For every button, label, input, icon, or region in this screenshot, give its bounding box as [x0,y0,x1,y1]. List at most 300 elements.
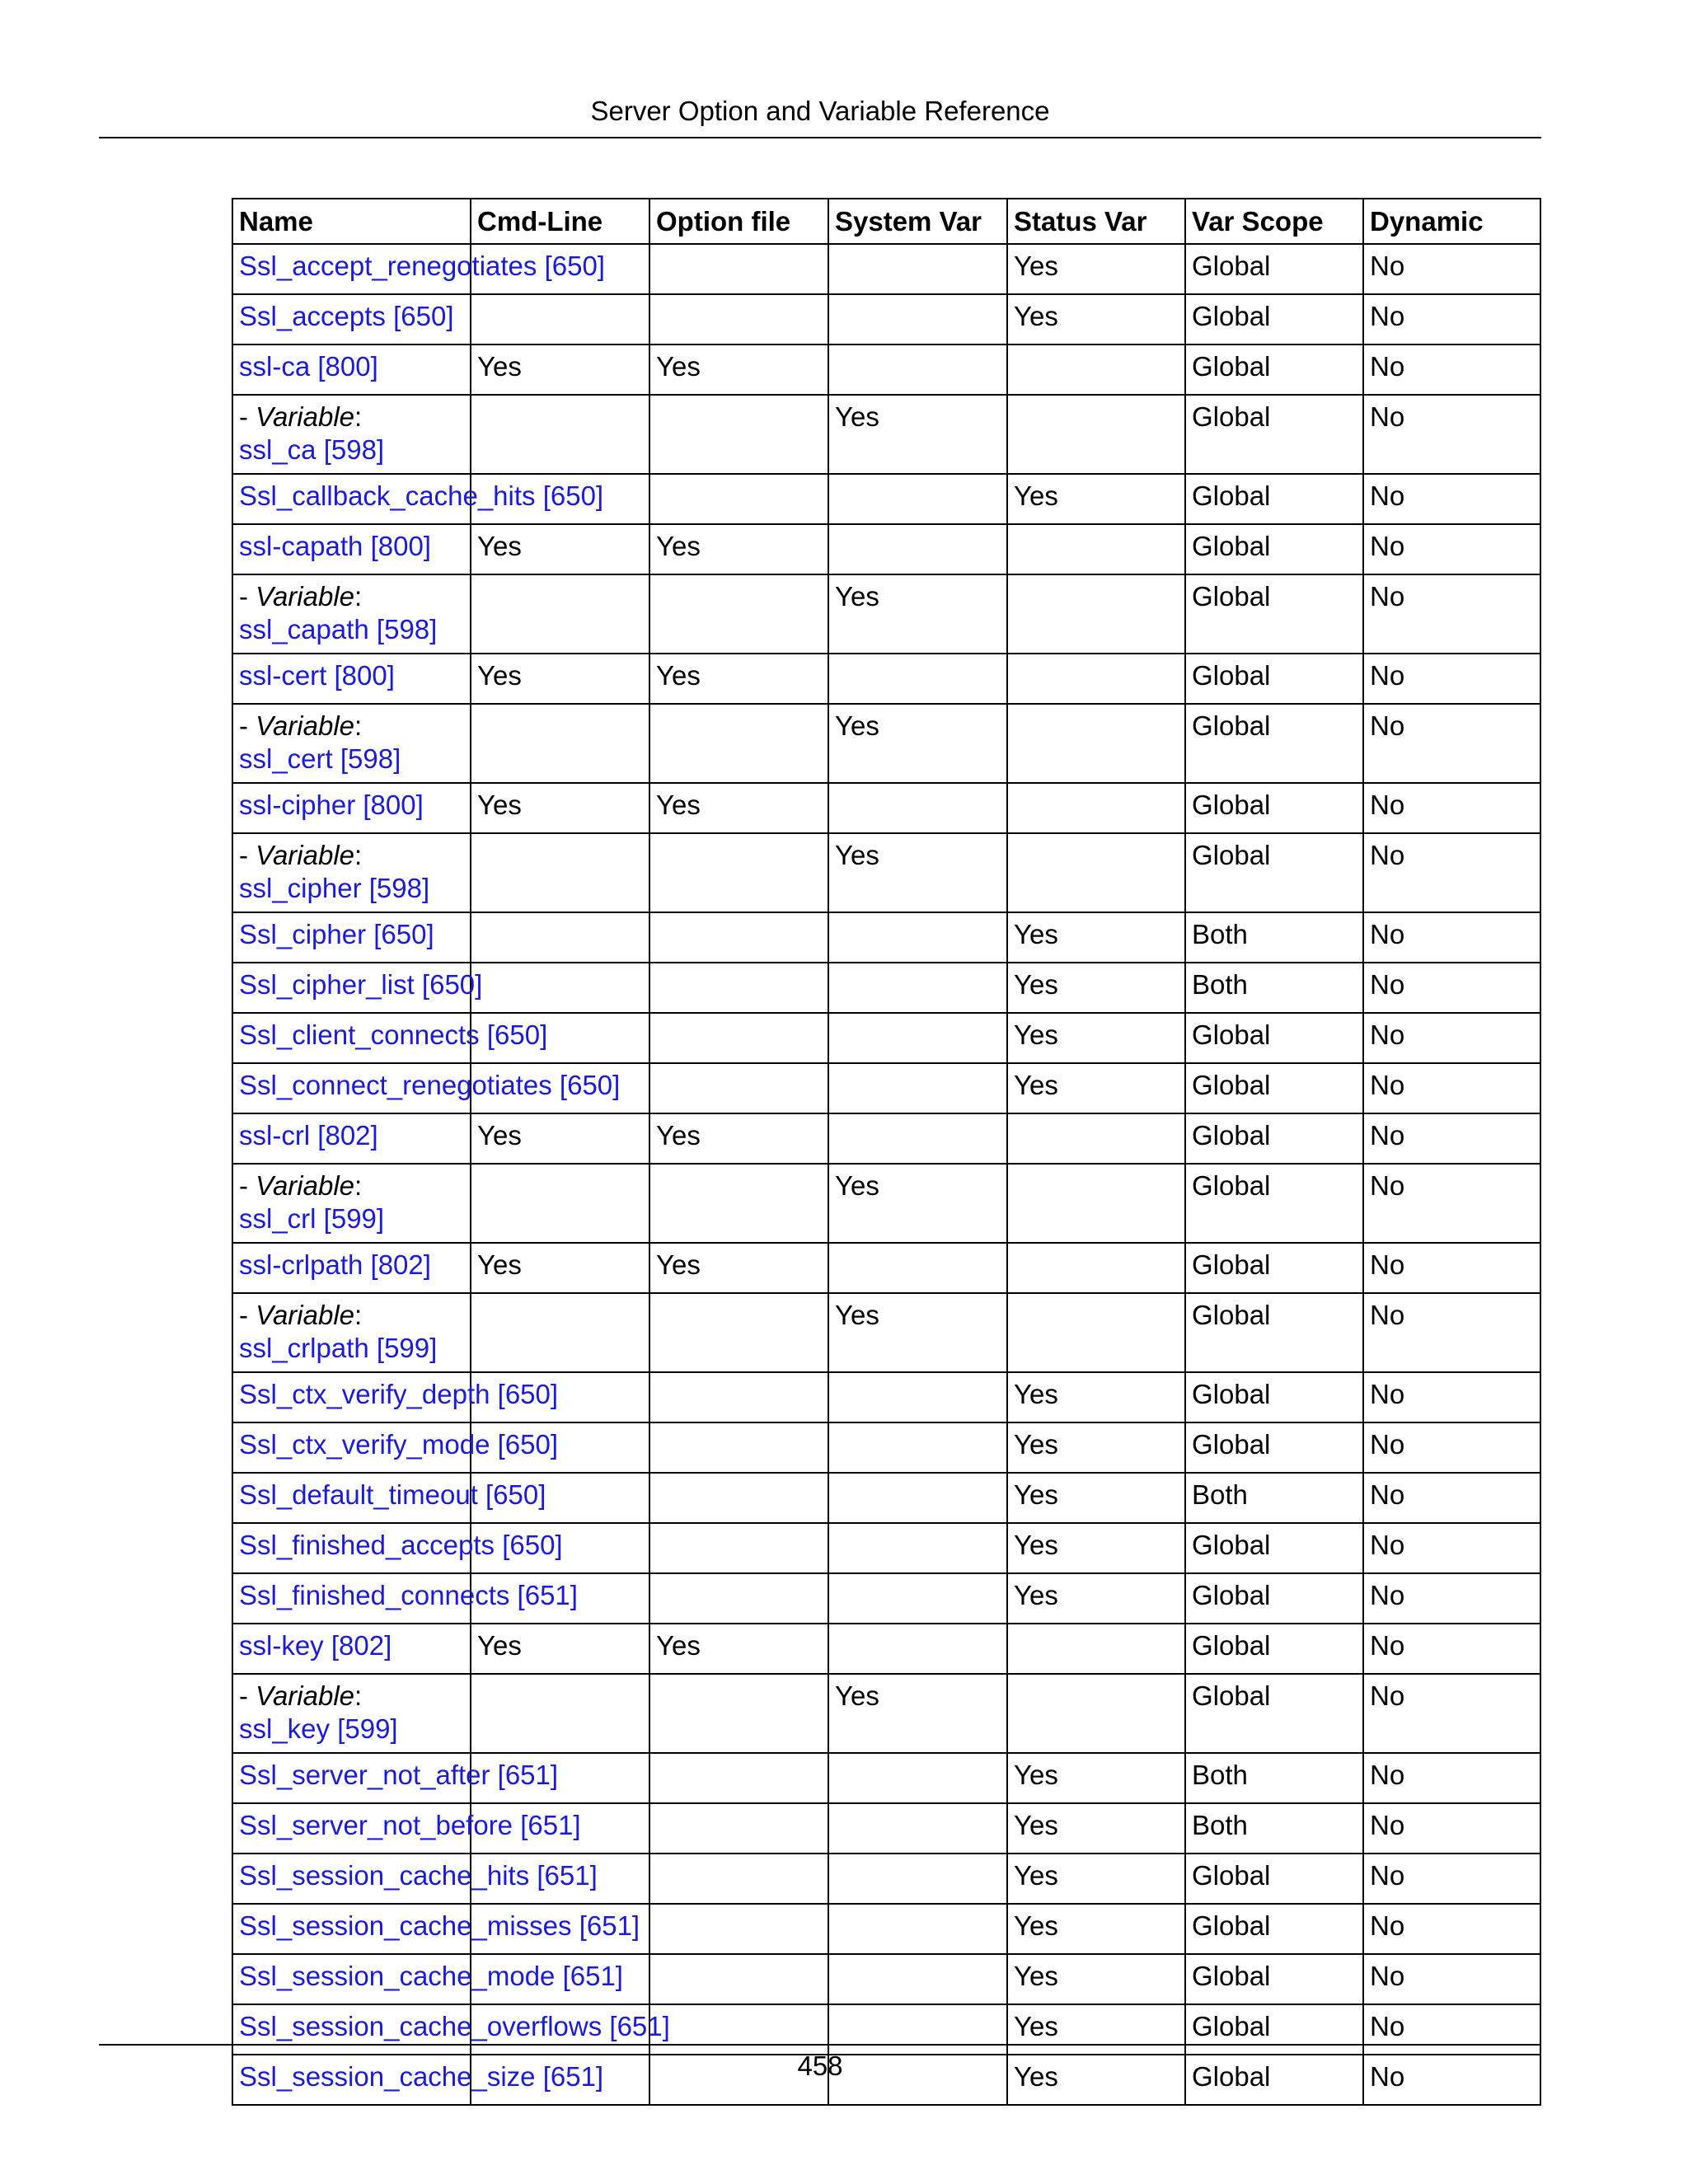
variable-suffix: : [354,1300,363,1330]
option-file-cell: Yes [649,783,828,833]
dynamic-cell: No [1363,1854,1540,1904]
option-link[interactable]: ssl-capath [800] [239,531,431,561]
cmd-line-cell [471,1164,649,1243]
variable-label: Variable [256,840,355,870]
table-row [232,1674,1540,1753]
running-header: Server Option and Variable Reference [590,96,1050,126]
name-cell [232,1674,471,1753]
dynamic-cell: No [1363,2055,1540,2105]
dynamic-cell: No [1363,1113,1540,1164]
option-file-cell [649,1523,828,1573]
name-cell [232,1523,563,1573]
option-variable-table [232,198,1541,2106]
var-scope-cell: Global [1185,2055,1363,2105]
variable-suffix: : [354,401,363,432]
name-cell [232,1473,546,1523]
dynamic-cell: No [1363,1954,1540,2004]
option-file-cell [649,1422,828,1473]
status-var-cell [1007,1624,1185,1674]
option-file-cell: Yes [649,524,828,574]
dynamic-cell: No [1363,1753,1540,1803]
cmd-line-cell: Yes [471,783,649,833]
option-file-cell: Yes [649,344,828,395]
option-link[interactable]: Ssl_ctx_verify_depth [650] [239,1379,559,1409]
option-link[interactable]: ssl-crlpath [802] [239,1249,431,1280]
variable-prefix: - [239,840,256,870]
name-cell [232,1422,559,1473]
system-var-cell [828,524,1007,574]
option-file-cell [649,1954,828,2004]
table-row [232,1243,1540,1293]
dynamic-cell: No [1363,294,1540,344]
option-file-cell [649,1854,828,1904]
system-var-cell [828,1113,1007,1164]
dynamic-cell: No [1363,1063,1540,1113]
variable-suffix: : [354,581,363,612]
table-row [232,1753,1540,1803]
system-var-cell: Yes [828,1674,1007,1753]
dynamic-cell: No [1363,704,1540,783]
option-link[interactable]: Ssl_session_cache_size [651] [239,2061,604,2092]
name-cell [232,1854,598,1904]
table-row [232,1422,1540,1473]
option-file-cell [649,1013,828,1063]
var-scope-cell: Global [1185,833,1363,912]
name-cell [232,1753,559,1803]
table-row [232,1904,1540,1954]
system-var-cell [828,1753,1007,1803]
table-row [232,783,1540,833]
var-scope-cell: Global [1185,1243,1363,1293]
option-link[interactable]: ssl-crl [802] [239,1120,378,1151]
option-link[interactable]: Ssl_cipher_list [650] [239,969,483,1000]
status-var-cell [1007,574,1185,654]
option-file-cell [649,474,828,524]
variable-prefix: - [239,710,256,741]
variable-label-line [239,839,470,872]
name-cell [232,474,604,524]
table-row [232,912,1540,963]
dynamic-cell: No [1363,1013,1540,1063]
table-row [232,294,1540,344]
option-link[interactable]: ssl-cert [800] [239,660,395,691]
option-file-cell [649,1473,828,1523]
cmd-line-cell: Yes [471,1243,649,1293]
status-var-cell: Yes [1007,1422,1185,1473]
variable-prefix: - [239,1680,256,1711]
option-link[interactable]: ssl-key [802] [239,1630,392,1661]
var-scope-cell: Global [1185,1063,1363,1113]
var-scope-cell: Global [1185,783,1363,833]
status-var-cell: Yes [1007,474,1185,524]
table-row [232,1854,1540,1904]
variable-label: Variable [256,1680,355,1711]
system-var-cell [828,1523,1007,1573]
system-var-cell [828,244,1007,294]
var-scope-cell: Global [1185,654,1363,704]
system-var-cell [828,1013,1007,1063]
cmd-line-cell [471,1674,649,1753]
dynamic-cell: No [1363,1674,1540,1753]
name-cell [232,1063,621,1113]
option-link[interactable]: ssl_ca [598] [239,434,385,465]
var-scope-cell: Global [1185,294,1363,344]
dynamic-cell: No [1363,1243,1540,1293]
status-var-cell [1007,524,1185,574]
option-file-cell [649,1803,828,1854]
option-file-cell [649,963,828,1013]
cmd-line-cell [471,704,649,783]
column-header-status-var: Status Var [1007,199,1185,244]
status-var-cell [1007,704,1185,783]
system-var-cell [828,1624,1007,1674]
var-scope-cell: Global [1185,395,1363,474]
var-scope-cell: Global [1185,1954,1363,2004]
option-link[interactable]: Ssl_finished_accepts [650] [239,1530,563,1560]
name-cell [232,574,471,654]
table-row [232,1063,1540,1113]
var-scope-cell: Both [1185,963,1363,1013]
dynamic-cell: No [1363,654,1540,704]
option-file-cell [649,244,828,294]
dynamic-cell: No [1363,1164,1540,1243]
option-link[interactable]: Ssl_session_cache_mode [651] [239,1961,623,1991]
dynamic-cell: No [1363,344,1540,395]
name-cell [232,395,471,474]
table-row [232,1803,1540,1854]
page-number: 458 [797,2050,843,2081]
var-scope-cell: Global [1185,704,1363,783]
variable-prefix: - [239,1170,256,1201]
table-row [232,1113,1540,1164]
table-row [232,704,1540,783]
variable-prefix: - [239,401,256,432]
variable-label-line [239,1299,470,1332]
table-row [232,1293,1540,1372]
status-var-cell: Yes [1007,1854,1185,1904]
system-var-cell [828,344,1007,395]
variable-suffix: : [354,840,363,870]
status-var-cell: Yes [1007,912,1185,963]
status-var-cell [1007,1164,1185,1243]
var-scope-cell: Global [1185,524,1363,574]
var-scope-cell: Global [1185,474,1363,524]
footer-rule [99,2044,1541,2046]
cmd-line-cell: Yes [471,1624,649,1674]
column-header-dynamic: Dynamic [1363,199,1540,244]
system-var-cell [828,294,1007,344]
status-var-cell [1007,1674,1185,1753]
dynamic-cell: No [1363,1372,1540,1422]
name-cell [232,1573,578,1624]
status-var-cell: Yes [1007,1063,1185,1113]
option-link[interactable]: Ssl_default_timeout [650] [239,1479,546,1510]
var-scope-cell: Global [1185,574,1363,654]
dynamic-cell: No [1363,1904,1540,1954]
header-rule [99,137,1541,138]
option-link[interactable]: ssl_capath [598] [239,614,438,644]
cmd-line-cell [471,912,649,963]
option-link[interactable]: Ssl_session_cache_overflows [651] [239,2011,670,2041]
option-link[interactable]: Ssl_session_cache_hits [651] [239,1860,598,1891]
status-var-cell: Yes [1007,294,1185,344]
system-var-cell: Yes [828,1293,1007,1372]
var-scope-cell: Both [1185,1753,1363,1803]
option-link[interactable]: Ssl_finished_connects [651] [239,1580,578,1610]
variable-label-line [239,710,470,743]
variable-label: Variable [256,401,355,432]
status-var-cell: Yes [1007,1753,1185,1803]
option-file-cell [649,1573,828,1624]
column-header-option-file: Option file [649,199,828,244]
system-var-cell [828,1422,1007,1473]
system-var-cell [828,1063,1007,1113]
system-var-cell [828,1573,1007,1624]
column-header-cmd-line: Cmd-Line [471,199,649,244]
table-row [232,833,1540,912]
column-header-var-scope: Var Scope [1185,199,1363,244]
dynamic-cell: No [1363,1293,1540,1372]
name-cell [232,1954,623,2004]
option-file-cell [649,1164,828,1243]
option-file-cell: Yes [649,1624,828,1674]
name-cell [232,2004,670,2055]
option-link[interactable]: Ssl_cipher [650] [239,919,434,949]
option-link[interactable]: Ssl_client_connects [650] [239,1019,548,1050]
dynamic-cell: No [1363,1573,1540,1624]
status-var-cell: Yes [1007,1523,1185,1573]
name-cell [232,1113,471,1164]
name-cell [232,833,471,912]
name-cell [232,963,483,1013]
dynamic-cell: No [1363,833,1540,912]
cmd-line-cell: Yes [471,1113,649,1164]
name-cell [232,1624,471,1674]
status-var-cell [1007,654,1185,704]
cmd-line-cell [471,963,649,1013]
option-file-cell [649,1674,828,1753]
option-link[interactable]: Ssl_accepts [650] [239,301,454,331]
var-scope-cell: Global [1185,1573,1363,1624]
system-var-cell [828,1372,1007,1422]
var-scope-cell: Global [1185,244,1363,294]
name-cell [232,1904,640,1954]
option-file-cell [649,294,828,344]
status-var-cell [1007,395,1185,474]
option-file-cell [649,2004,828,2055]
name-cell [232,783,471,833]
option-link[interactable]: Ssl_session_cache_misses [651] [239,1910,640,1941]
system-var-cell [828,783,1007,833]
var-scope-cell: Global [1185,344,1363,395]
var-scope-cell: Global [1185,1113,1363,1164]
option-file-cell: Yes [649,654,828,704]
var-scope-cell: Global [1185,1523,1363,1573]
option-link[interactable]: Ssl_connect_renegotiates [650] [239,1070,621,1100]
status-var-cell: Yes [1007,2055,1185,2105]
status-var-cell [1007,1293,1185,1372]
name-cell [232,524,471,574]
var-scope-cell: Global [1185,1422,1363,1473]
status-var-cell: Yes [1007,1803,1185,1854]
system-var-cell: Yes [828,395,1007,474]
dynamic-cell: No [1363,963,1540,1013]
option-link[interactable]: Ssl_server_not_before [651] [239,1810,581,1840]
system-var-cell [828,2004,1007,2055]
variable-label-line [239,401,470,434]
option-file-cell [649,1753,828,1803]
dynamic-cell: No [1363,1422,1540,1473]
name-cell [232,294,471,344]
option-file-cell [649,1904,828,1954]
dynamic-cell: No [1363,783,1540,833]
system-var-cell [828,1904,1007,1954]
name-cell [232,1013,548,1063]
var-scope-cell: Global [1185,1372,1363,1422]
table-row [232,1164,1540,1243]
option-file-cell [649,395,828,474]
dynamic-cell: No [1363,524,1540,574]
option-file-cell [649,1372,828,1422]
status-var-cell: Yes [1007,2004,1185,2055]
var-scope-cell: Global [1185,1293,1363,1372]
cmd-line-cell: Yes [471,344,649,395]
variable-suffix: : [354,1680,363,1711]
option-file-cell [649,1063,828,1113]
variable-label: Variable [256,1170,355,1201]
system-var-cell [828,963,1007,1013]
table-header-row [232,199,1540,244]
table-row [232,395,1540,474]
option-file-cell: Yes [649,1243,828,1293]
var-scope-cell: Global [1185,1164,1363,1243]
status-var-cell [1007,1243,1185,1293]
option-link[interactable]: Ssl_server_not_after [651] [239,1760,559,1790]
name-cell [232,244,605,294]
variable-label-line [239,1680,470,1713]
table-row [232,1954,1540,2004]
name-cell [232,1164,471,1243]
option-link[interactable]: Ssl_ctx_verify_mode [650] [239,1429,559,1460]
dynamic-cell: No [1363,2004,1540,2055]
name-cell [232,1803,581,1854]
system-var-cell [828,1803,1007,1854]
dynamic-cell: No [1363,1803,1540,1854]
table-row [232,1624,1540,1674]
status-var-cell: Yes [1007,1573,1185,1624]
variable-prefix: - [239,581,256,612]
option-link[interactable]: Ssl_callback_cache_hits [650] [239,480,604,511]
option-link[interactable]: ssl_crlpath [599] [239,1333,438,1363]
table-row [232,1372,1540,1422]
status-var-cell: Yes [1007,1954,1185,2004]
dynamic-cell: No [1363,1473,1540,1523]
system-var-cell [828,474,1007,524]
name-cell [232,912,471,963]
name-cell [232,1293,471,1372]
system-var-cell [828,1473,1007,1523]
status-var-cell: Yes [1007,244,1185,294]
name-cell [232,1243,471,1293]
var-scope-cell: Both [1185,1473,1363,1523]
option-file-cell: Yes [649,1113,828,1164]
var-scope-cell: Global [1185,1624,1363,1674]
variable-label: Variable [256,581,355,612]
cmd-line-cell [471,574,649,654]
table-row [232,1523,1540,1573]
var-scope-cell: Global [1185,2004,1363,2055]
var-scope-cell: Global [1185,1013,1363,1063]
status-var-cell: Yes [1007,1013,1185,1063]
table-row [232,654,1540,704]
dynamic-cell: No [1363,474,1540,524]
cmd-line-cell [471,1293,649,1372]
dynamic-cell: No [1363,574,1540,654]
name-cell [232,1372,559,1422]
option-link[interactable]: Ssl_accept_renegotiates [650] [239,251,605,281]
name-cell [232,344,471,395]
column-header-name: Name [232,199,471,244]
variable-suffix: : [354,710,363,741]
option-link[interactable]: ssl_crl [599] [239,1203,385,1234]
var-scope-cell: Both [1185,912,1363,963]
option-link[interactable]: ssl-cipher [800] [239,790,424,820]
var-scope-cell: Both [1185,1803,1363,1854]
dynamic-cell: No [1363,1624,1540,1674]
system-var-cell [828,1854,1007,1904]
cmd-line-cell [471,395,649,474]
variable-label-line [239,580,470,613]
status-var-cell [1007,783,1185,833]
cmd-line-cell [471,294,649,344]
status-var-cell [1007,1113,1185,1164]
table-row [232,524,1540,574]
system-var-cell: Yes [828,833,1007,912]
table-row [232,963,1540,1013]
status-var-cell: Yes [1007,963,1185,1013]
system-var-cell: Yes [828,1164,1007,1243]
table-row [232,244,1540,294]
system-var-cell: Yes [828,704,1007,783]
cmd-line-cell: Yes [471,654,649,704]
table-row [232,1473,1540,1523]
option-file-cell [649,912,828,963]
option-file-cell [649,704,828,783]
status-var-cell [1007,833,1185,912]
system-var-cell [828,912,1007,963]
option-file-cell [649,833,828,912]
option-file-cell [649,1293,828,1372]
option-link[interactable]: ssl-ca [800] [239,351,378,382]
status-var-cell: Yes [1007,1904,1185,1954]
name-cell [232,654,471,704]
option-link[interactable]: ssl_cert [598] [239,743,401,774]
option-file-cell [649,574,828,654]
variable-label-line [239,1169,470,1202]
option-link[interactable]: ssl_cipher [598] [239,873,430,903]
option-link[interactable]: ssl_key [599] [239,1713,398,1744]
dynamic-cell: No [1363,244,1540,294]
status-var-cell: Yes [1007,1372,1185,1422]
dynamic-cell: No [1363,1523,1540,1573]
variable-label: Variable [256,1300,355,1330]
system-var-cell [828,1954,1007,2004]
variable-suffix: : [354,1170,363,1201]
system-var-cell: Yes [828,574,1007,654]
var-scope-cell: Global [1185,1904,1363,1954]
var-scope-cell: Global [1185,1674,1363,1753]
status-var-cell [1007,344,1185,395]
